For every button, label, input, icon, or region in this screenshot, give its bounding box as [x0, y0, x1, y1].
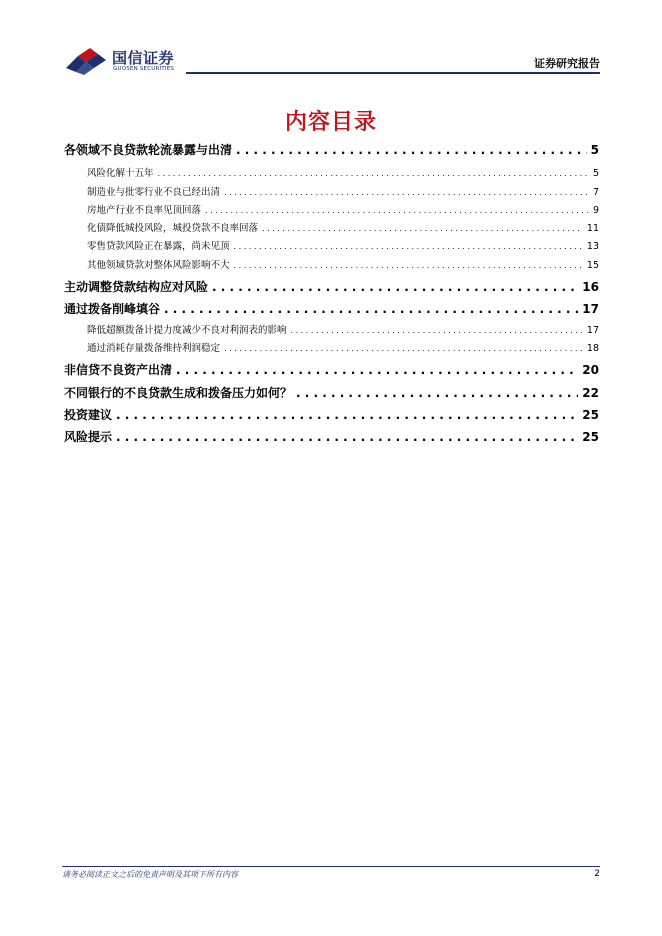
toc-dot-leader	[236, 143, 587, 157]
toc-section-entry[interactable]	[64, 406, 599, 426]
toc-entry-label: 主动调整贷款结构应对风险	[64, 280, 209, 294]
page-number: 2	[594, 869, 600, 879]
toc-entry-page-number: 22	[582, 386, 599, 400]
toc-entry-page-number: 13	[586, 241, 599, 252]
toc-dot-leader	[234, 260, 583, 271]
logo-english-name: GUOSEN SECURITIES	[113, 66, 175, 72]
toc-dot-leader	[291, 325, 583, 336]
toc-dot-leader	[176, 363, 578, 377]
toc-dot-leader	[212, 280, 578, 294]
toc-entry-label: 风险提示	[64, 430, 113, 444]
toc-entry-label: 制造业与批零行业不良已经出清	[87, 187, 221, 198]
toc-entry-label: 零售贷款风险正在暴露，尚未见顶	[87, 241, 230, 252]
toc-entry-label: 通过消耗存量拨备维持利润稳定	[87, 343, 221, 354]
toc-section-entry[interactable]	[64, 428, 599, 448]
toc-dot-leader	[164, 302, 578, 316]
guosen-logo-mark-icon	[64, 46, 108, 76]
toc-entry-label: 其他领域贷款对整体风险影响不大	[87, 260, 230, 271]
report-type-label: 证券研究报告	[534, 57, 600, 70]
toc-section-entry[interactable]	[64, 300, 599, 320]
toc-entry-label: 房地产行业不良率见顶回落	[87, 205, 202, 216]
toc-entry-page-number: 25	[582, 408, 599, 422]
toc-dot-leader	[296, 386, 578, 400]
toc-dot-leader	[158, 168, 589, 179]
toc-entry-label: 风险化解十五年	[87, 168, 154, 179]
toc-entry-page-number: 5	[592, 168, 599, 179]
toc-subsection-entry[interactable]	[64, 340, 599, 358]
toc-dot-leader	[224, 343, 583, 354]
toc-subsection-entry[interactable]	[64, 184, 599, 202]
footer-divider	[62, 866, 600, 867]
toc-subsection-entry[interactable]	[64, 220, 599, 238]
toc-dot-leader	[116, 408, 578, 422]
toc-entry-label: 化债降低城投风险，城投贷款不良率回落	[87, 223, 259, 234]
toc-subsection-entry[interactable]	[64, 322, 599, 340]
footer-disclaimer: 请务必阅读正文之后的免责声明及其项下所有内容	[62, 870, 238, 879]
toc-entry-label: 投资建议	[64, 408, 113, 422]
toc-subsection-entry[interactable]	[64, 165, 599, 183]
toc-dot-leader	[262, 223, 583, 234]
toc-entry-page-number: 9	[592, 205, 599, 216]
company-logo	[64, 46, 182, 78]
toc-section-entry[interactable]	[64, 278, 599, 298]
toc-entry-page-number: 25	[582, 430, 599, 444]
toc-entry-page-number: 17	[582, 302, 599, 316]
toc-entry-page-number: 11	[586, 223, 599, 234]
toc-dot-leader	[224, 187, 589, 198]
toc-section-entry[interactable]	[64, 384, 599, 404]
toc-subsection-entry[interactable]	[64, 257, 599, 275]
toc-entry-page-number: 15	[586, 260, 599, 271]
toc-section-entry[interactable]	[64, 361, 599, 381]
toc-dot-leader	[205, 205, 589, 216]
toc-entry-label: 非信贷不良资产出清	[64, 363, 173, 377]
toc-entry-page-number: 7	[592, 187, 599, 198]
toc-title: 内容目录	[284, 110, 377, 135]
toc-entry-label: 降低超额拨备计提力度减少不良对利润表的影响	[87, 325, 287, 336]
toc-entry-label: 各领域不良贷款轮流暴露与出清	[64, 143, 233, 157]
toc-dot-leader	[116, 430, 578, 444]
toc-entry-label: 通过拨备削峰填谷	[64, 302, 161, 316]
toc-entry-page-number: 5	[590, 143, 599, 157]
toc-subsection-entry[interactable]	[64, 202, 599, 220]
toc-subsection-entry[interactable]	[64, 238, 599, 256]
toc-entry-page-number: 16	[582, 280, 599, 294]
header-divider	[186, 72, 600, 74]
toc-dot-leader	[234, 241, 583, 252]
toc-entry-label: 不同银行的不良贷款生成和拨备压力如何？	[64, 386, 293, 400]
toc-entry-page-number: 17	[586, 325, 599, 336]
toc-entry-page-number: 18	[586, 343, 599, 354]
toc-entry-page-number: 20	[582, 363, 599, 377]
toc-section-entry[interactable]	[64, 141, 599, 161]
logo-chinese-name: 国信证券	[112, 49, 175, 67]
